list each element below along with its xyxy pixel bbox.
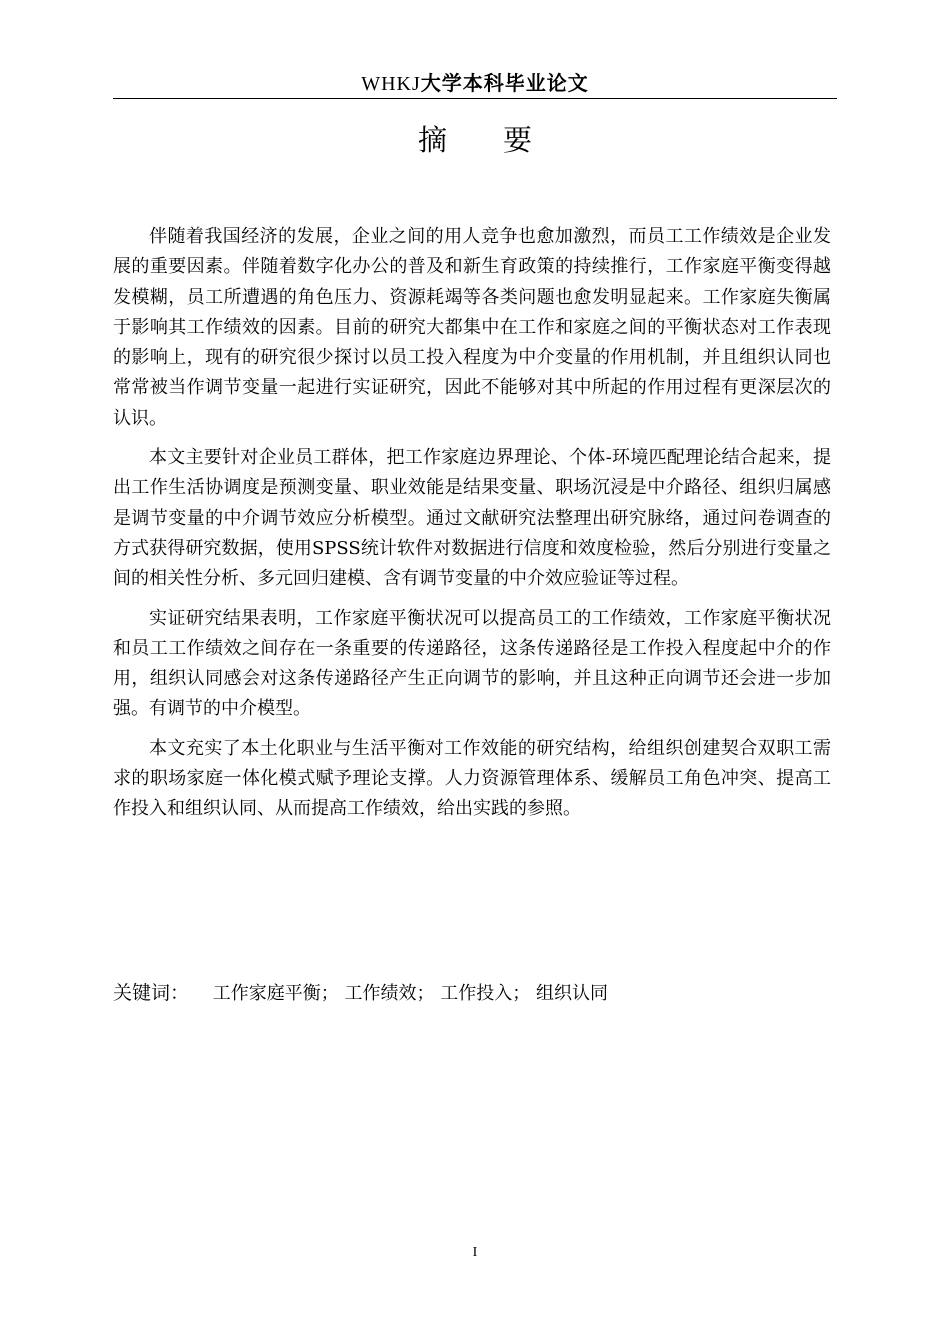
header-divider xyxy=(113,98,837,99)
header-code: WHKJ xyxy=(361,73,421,95)
keywords-label: 关键词： xyxy=(113,982,190,1004)
keyword-item: 组织认同 xyxy=(535,983,608,1004)
abstract-paragraph: 本文充实了本土化职业与生活平衡对工作效能的研究结构，给组织创建契合双职工需求的职场家庭一体化模式赋予理论支撑。人力资源管理体系、缓解员工角色冲突、提高工作投入和组织认同、从而提高工作绩效，给出实践的参照。 xyxy=(113,737,831,820)
keywords-line xyxy=(113,979,608,1008)
keyword-item: 工作投入； xyxy=(440,983,531,1004)
page-title: 摘要 xyxy=(417,123,588,157)
keyword-item: 工作家庭平衡； xyxy=(212,983,339,1004)
abstract-paragraph: 本文主要针对企业员工群体，把工作家庭边界理论、个体-环境匹配理论结合起来，提出工作生活协调度是预测变量、职业效能是结果变量、职场沉浸是中介路径、组织归属感是调节变量的中介调节效应分析模型。通过文献研究法整理出研究脉络，通过问卷调查的方式获得研究数据，使用SPSS统计软件对数据进行信度和效度检验，然后分别进行变量之间的相关性分析、多元回归建模、含有调节变量的中介效应验证等过程。 xyxy=(113,447,831,590)
running-header xyxy=(113,70,837,97)
abstract-paragraph: 伴随着我国经济的发展，企业之间的用人竞争也愈加激烈，而员工工作绩效是企业发展的重要因素。伴随着数字化办公的普及和新生育政策的持续推行，工作家庭平衡变得越发模糊，员工所遭遇的角色压力、资源耗竭等各类问题也愈发明显起来。工作家庭失衡属于影响其工作绩效的因素。目前的研究大都集中在工作和家庭之间的平衡状态对工作表现的影响上，现有的研究很少探讨以员工投入程度为中介变量的作用机制，并且组织认同也常常被当作调节变量一起进行实证研究，因此不能够对其中所起的作用过程有更深层次的认识。 xyxy=(113,226,831,429)
header-title: 大学本科毕业论文 xyxy=(420,71,589,95)
keyword-item: 工作绩效； xyxy=(344,983,435,1004)
abstract-paragraph: 实证研究结果表明，工作家庭平衡状况可以提高员工的工作绩效，工作家庭平衡状况和员工工作绩效之间存在一条重要的传递路径，这条传递路径是工作投入程度起中介的作用，组织认同感会对这条传递路径产生正向调节的影响，并且这种正向调节还会进一步加强。有调节的中介模型。 xyxy=(113,607,831,720)
page-number: I xyxy=(472,1245,478,1260)
abstract-body xyxy=(113,222,831,825)
